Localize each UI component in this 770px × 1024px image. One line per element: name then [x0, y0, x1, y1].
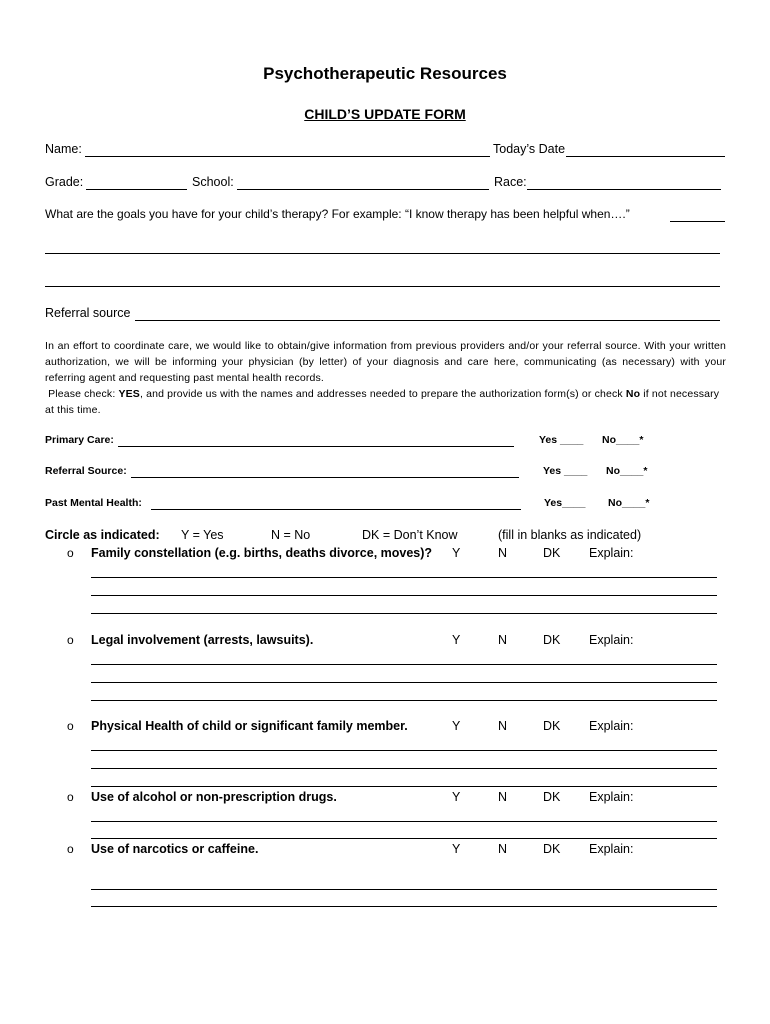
item-4-explain-line[interactable] [91, 838, 717, 839]
bullet-icon: o [67, 842, 74, 856]
goals-field-3[interactable] [45, 286, 720, 287]
bullet-icon: o [67, 790, 74, 804]
past-mental-health-label: Past Mental Health: [45, 497, 142, 509]
bullet-icon: o [67, 546, 74, 560]
item-1-no[interactable]: N [498, 546, 508, 560]
referral-source-field[interactable] [135, 320, 720, 321]
school-label: School: [192, 175, 234, 189]
name-label: Name: [45, 142, 82, 156]
school-field[interactable] [237, 189, 489, 190]
primary-care-field[interactable] [118, 446, 514, 447]
name-field[interactable] [85, 156, 490, 157]
primary-care-label: Primary Care: [45, 434, 114, 446]
check-middle: , and provide us with the names and addresses needed to prepare the authorization form(s) or check [139, 388, 623, 400]
item-2-dk[interactable]: DK [543, 633, 561, 647]
goals-field-1[interactable] [670, 221, 725, 222]
item-1-dk[interactable]: DK [543, 546, 561, 560]
item-1-explain-label: Explain: [589, 546, 634, 560]
item-5-explain-label: Explain: [589, 842, 634, 856]
today-date-label: Today’s Date [493, 142, 566, 156]
past-mental-health-field[interactable] [151, 509, 521, 510]
circle-instruction: Circle as indicated: [45, 528, 160, 542]
item-1-explain-line[interactable] [91, 613, 717, 614]
item-family-constellation: Family constellation (e.g. births, deaths divorce, moves)? [91, 546, 433, 560]
item-alcohol-drugs: Use of alcohol or non-prescription drugs. [91, 790, 337, 804]
check-yes-text: YES [118, 388, 140, 400]
referral-source-label: Referral source [45, 306, 131, 320]
coordination-paragraph: In an effort to coordinate care, we would like to obtain/give information from previous providers and/or your referral source. With your written authorization, we will be informing your physician (by letter) of your diagnosis and care here, communicating (as necessary) with your referring agent and requesting past mental health records. [45, 340, 726, 384]
item-4-explain-label: Explain: [589, 790, 634, 804]
item-3-yes[interactable]: Y [452, 719, 461, 733]
bullet-icon: o [67, 719, 74, 733]
check-no-text: No [625, 388, 641, 400]
legend-yes: Y = Yes [181, 528, 224, 542]
legend-note: (fill in blanks as indicated) [498, 528, 642, 542]
referral-source-yes[interactable]: Yes ____ [543, 465, 588, 477]
item-2-explain-line[interactable] [91, 700, 717, 701]
past-mental-health-yes[interactable]: Yes____ [544, 497, 586, 509]
goals-field-2[interactable] [45, 253, 720, 254]
item-2-yes[interactable]: Y [452, 633, 461, 647]
item-5-explain-line[interactable] [91, 889, 717, 890]
item-5-explain-line[interactable] [91, 906, 717, 907]
race-field[interactable] [527, 189, 721, 190]
item-3-explain-label: Explain: [589, 719, 634, 733]
bullet-icon: o [67, 633, 74, 647]
check-prefix: Please check: [48, 388, 116, 400]
item-4-no[interactable]: N [498, 790, 508, 804]
past-mental-health-no[interactable]: No____* [608, 497, 650, 509]
today-date-field[interactable] [566, 156, 725, 157]
item-2-no[interactable]: N [498, 633, 508, 647]
check-suffix: if not necessary at this time. [45, 388, 720, 416]
legend-dont-know: DK = Don’t Know [362, 528, 458, 542]
referral-source-provider-label: Referral Source: [45, 465, 127, 477]
referral-source-no[interactable]: No____* [606, 465, 648, 477]
item-narcotics-caffeine: Use of narcotics or caffeine. [91, 842, 259, 856]
item-2-explain-label: Explain: [589, 633, 634, 647]
check-instruction [45, 386, 726, 418]
item-5-no[interactable]: N [498, 842, 508, 856]
item-1-explain-line[interactable] [91, 577, 717, 578]
item-2-explain-line[interactable] [91, 682, 717, 683]
item-4-yes[interactable]: Y [452, 790, 461, 804]
item-4-dk[interactable]: DK [543, 790, 561, 804]
grade-field[interactable] [86, 189, 187, 190]
item-legal-involvement: Legal involvement (arrests, lawsuits). [91, 633, 314, 647]
item-3-explain-line[interactable] [91, 750, 717, 751]
item-3-explain-line[interactable] [91, 786, 717, 787]
referral-source-provider-field[interactable] [131, 477, 519, 478]
item-2-explain-line[interactable] [91, 664, 717, 665]
grade-label: Grade: [45, 175, 84, 189]
item-3-no[interactable]: N [498, 719, 508, 733]
item-1-explain-line[interactable] [91, 595, 717, 596]
item-3-dk[interactable]: DK [543, 719, 561, 733]
form-subtitle: CHILD’S UPDATE FORM [304, 106, 466, 122]
goals-question: What are the goals you have for your child’s therapy? For example: “I know therapy has been helpful when….” [45, 207, 630, 221]
page-title: Psychotherapeutic Resources [263, 64, 507, 83]
item-1-yes[interactable]: Y [452, 546, 461, 560]
item-physical-health: Physical Health of child or significant family member. [91, 719, 408, 733]
primary-care-no[interactable]: No____* [602, 434, 644, 446]
legend-no: N = No [271, 528, 311, 542]
race-label: Race: [494, 175, 527, 189]
item-4-explain-line[interactable] [91, 821, 717, 822]
item-3-explain-line[interactable] [91, 768, 717, 769]
item-5-yes[interactable]: Y [452, 842, 461, 856]
item-5-dk[interactable]: DK [543, 842, 561, 856]
primary-care-yes[interactable]: Yes ____ [539, 434, 584, 446]
